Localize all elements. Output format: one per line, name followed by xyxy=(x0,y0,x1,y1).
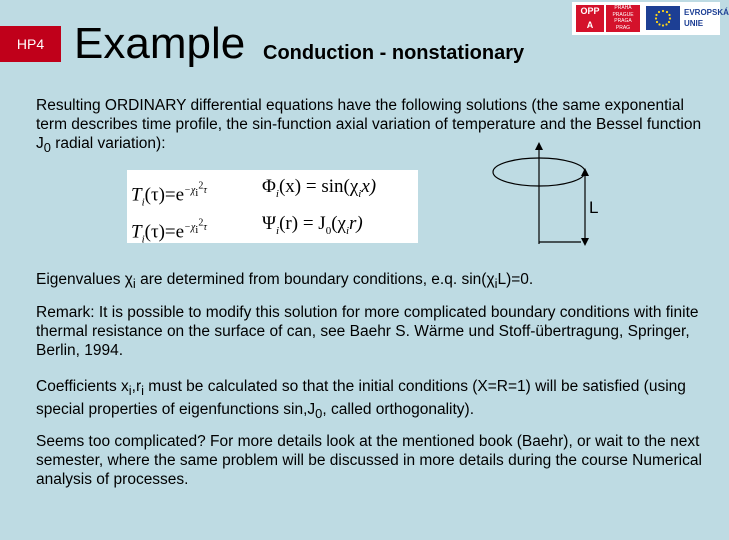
opp-logo: OPP A xyxy=(576,5,604,32)
equation-time-axial: $T_i(\tau)=e^{-\chi_i^2\tau}$ xyxy=(131,181,207,209)
cylinder-diagram xyxy=(485,140,595,250)
eu-flag-icon xyxy=(646,6,680,30)
axis-arrow-icon xyxy=(535,142,543,150)
paragraph-eigenvalues: Eigenvalues $\chi_i$ are determined from boundary conditions, e.q. $\sin(\chi_iL)=0$. xyxy=(36,271,534,292)
equation-radial-bessel: $\Psi_i(r) = J_0(\chi_ir)$ xyxy=(262,213,363,237)
slide-subtitle: Conduction - nonstationary xyxy=(263,42,525,64)
length-arrow-up-icon xyxy=(581,168,589,176)
equation-axial-sine: $\Phi_i(x) = \sin(\chi_ix)$ xyxy=(262,176,377,200)
slide-title: Example xyxy=(74,19,246,68)
praha-logo: PRAHA PRAGUE PRAGA PRAG xyxy=(606,5,640,32)
slide-number-badge: HP4 xyxy=(0,26,61,62)
paragraph-solutions: Resulting ORDINARY differential equations have the following solutions (the same exponential term describes time profile, the sin-function axial variation of temperature and the Bessel function $J_0$ radial variation): xyxy=(36,97,702,156)
length-arrow-down-icon xyxy=(581,238,589,246)
eu-project-logo xyxy=(572,2,729,35)
paragraph-remark: Remark: It is possible to modify this solution for more complicated boundary conditions with finite thermal resistance on the surface of can, see Baehr S. Wärme und Stoff-übertragung, Springer, Berlin, 1994. xyxy=(36,304,699,359)
paragraph-further-reading: Seems too complicated? For more details look at the mentioned book (Baehr), or wait to the next semester, where the same problem will be discussed in more details during the course Numerical analysis of processes. xyxy=(36,433,702,488)
length-label: L xyxy=(589,198,599,217)
equation-time-radial: $T_i(\tau)=e^{-\chi_i^2\tau}$ xyxy=(131,218,207,246)
eu-text: EVROPSKÁ UNIE xyxy=(684,8,729,28)
paragraph-coefficients: Coefficients $x_i,r_i$ must be calculated so that the initial conditions (X=R=1) will be satisfied (using special properties of eigenfunctions $\sin,J_0$, called orthogonality). xyxy=(36,378,686,422)
equations-box xyxy=(127,170,418,246)
